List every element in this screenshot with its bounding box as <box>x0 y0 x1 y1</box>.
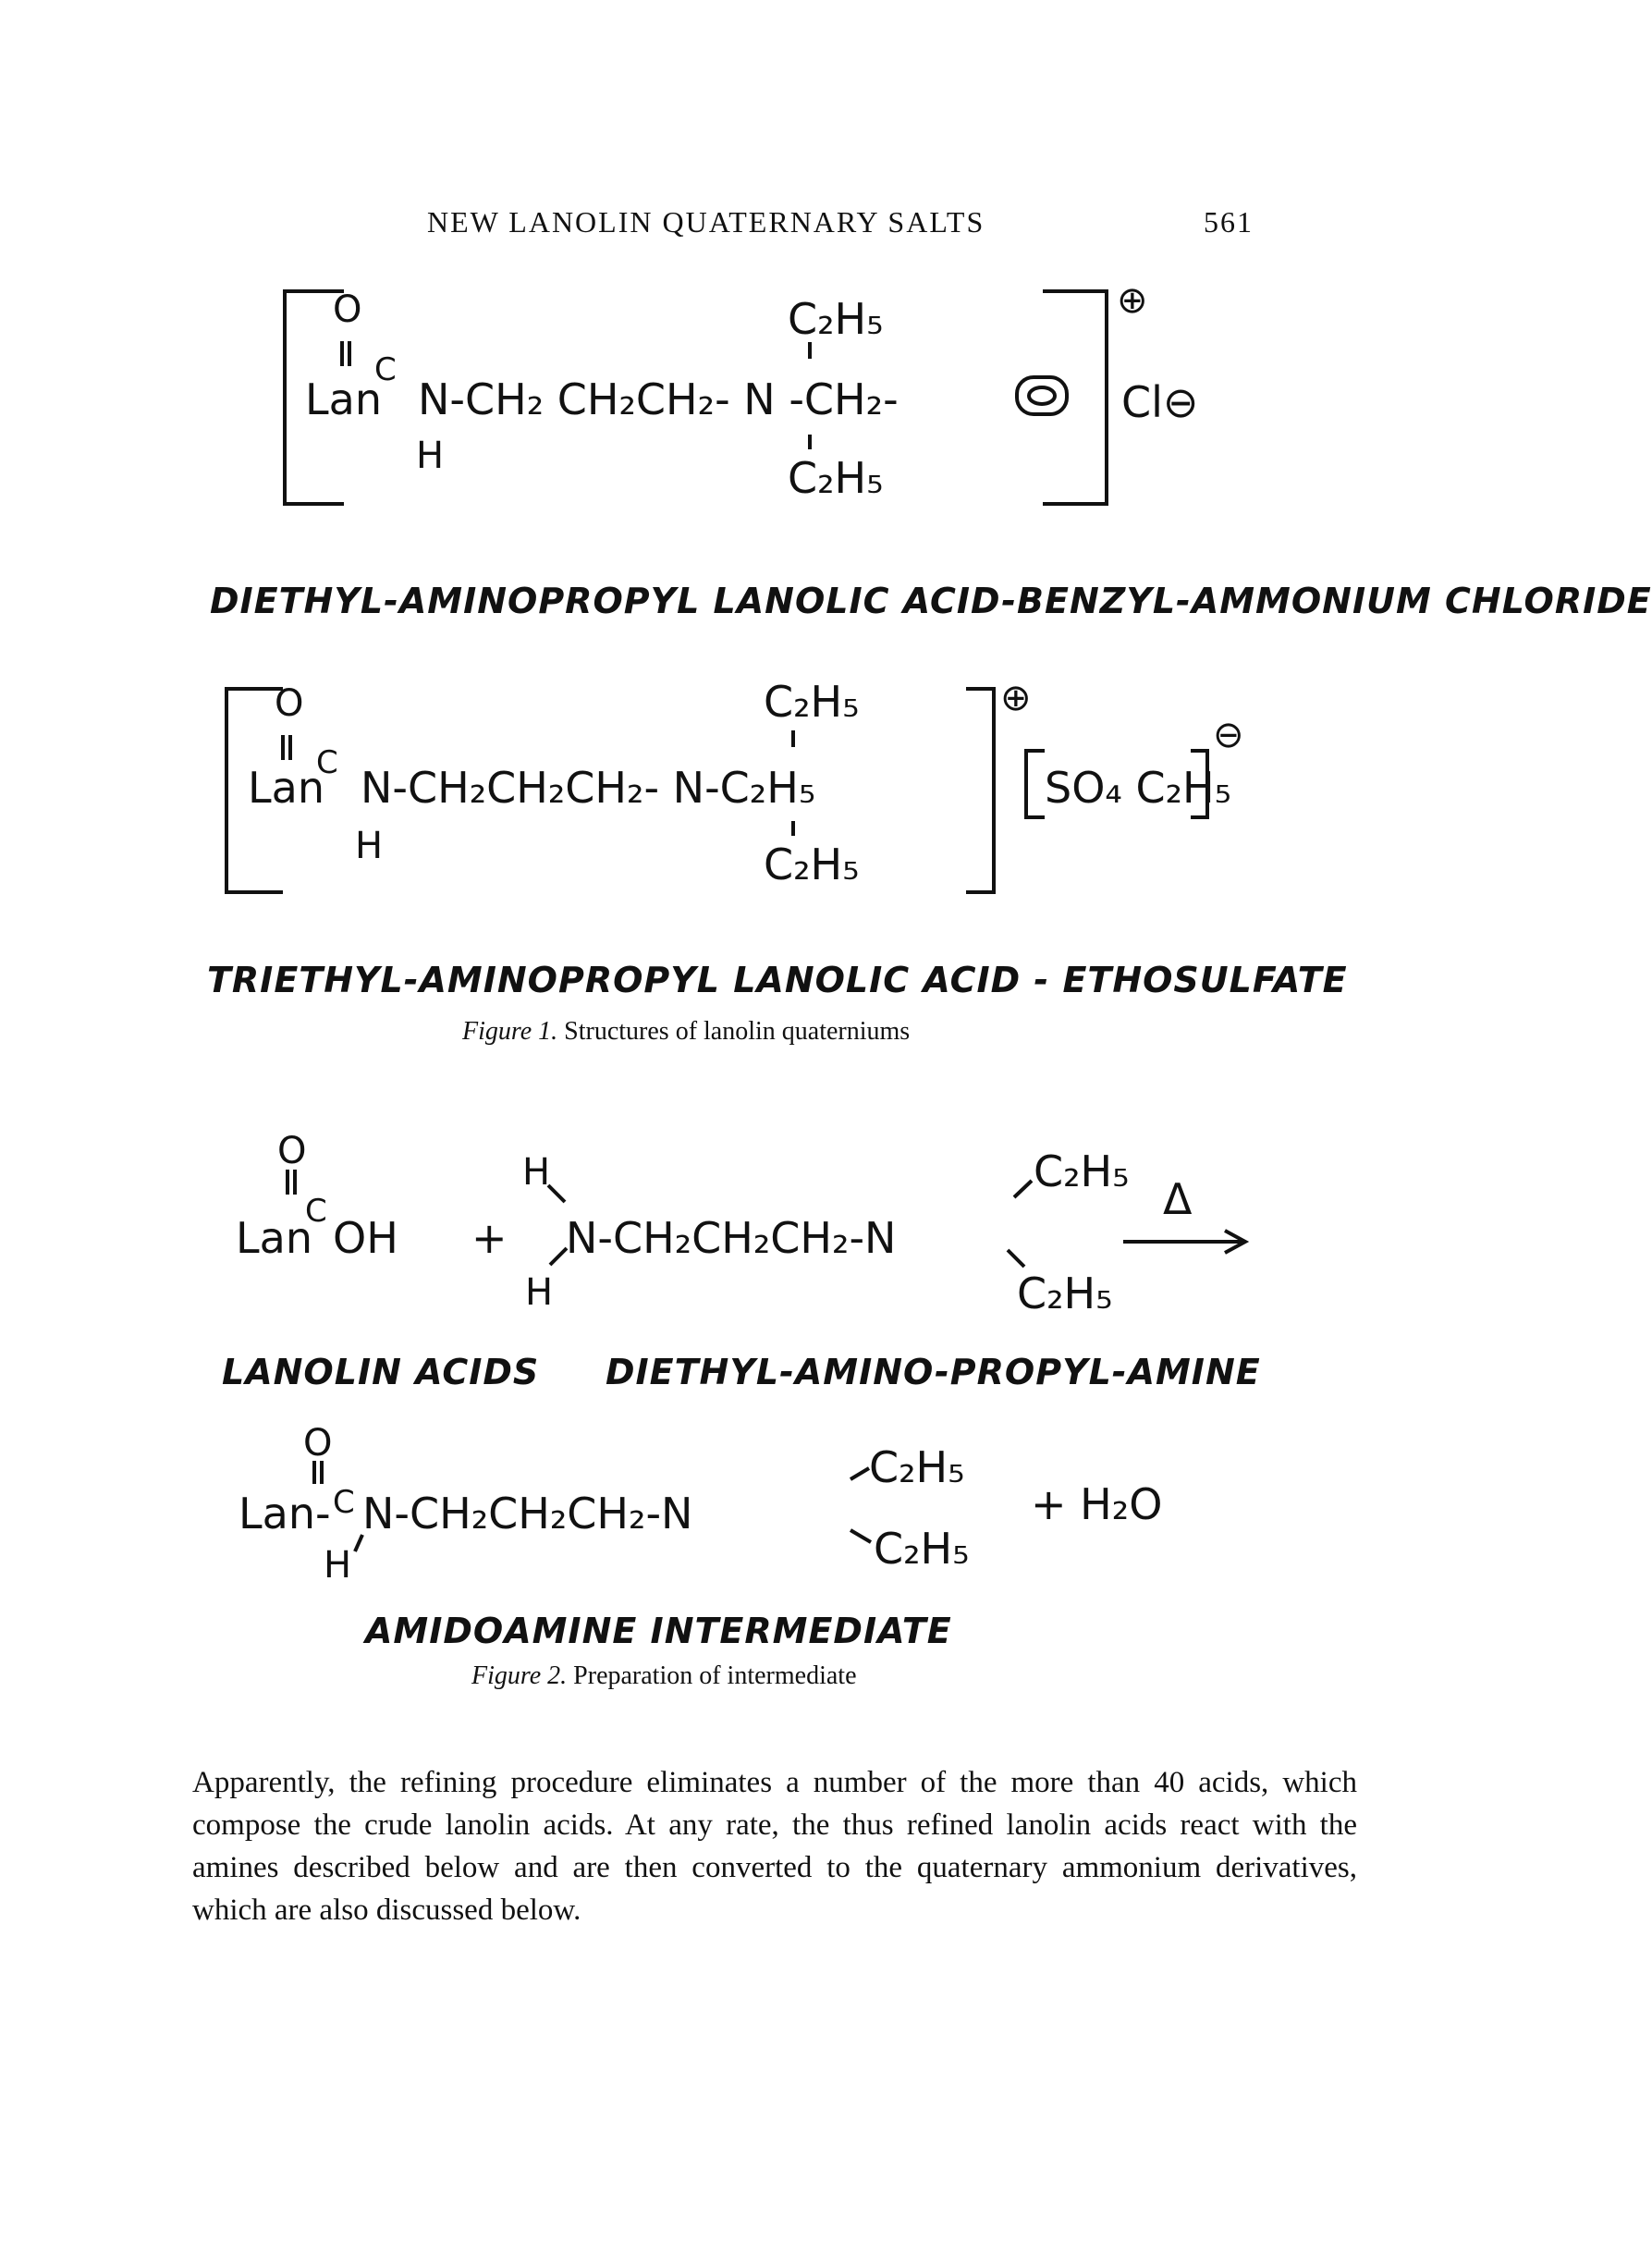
structure2-charge: ⊕ <box>1000 677 1032 719</box>
structure2-counter-charge: ⊖ <box>1213 714 1244 756</box>
reactant1-lan: Lan <box>236 1213 312 1263</box>
figure2-caption <box>471 1661 857 1691</box>
structure1-right-bracket <box>1043 291 1107 504</box>
product-name: AMIDOAMINE INTERMEDIATE <box>365 1611 952 1651</box>
reactant1-carbonyl-c: C <box>305 1193 327 1230</box>
structure2-carbonyl-o: O <box>275 682 304 725</box>
plus-sign: + <box>471 1213 508 1263</box>
reactant2-ethyl-top: C₂H₅ <box>1034 1146 1130 1196</box>
structure1-lan-group: Lan <box>305 374 382 424</box>
structure1-chain: N-CH₂ CH₂CH₂- N -CH₂- <box>418 374 899 424</box>
reactant1-carbonyl-o: O <box>277 1130 307 1172</box>
reactant2-h-top: H <box>522 1151 551 1194</box>
structure2-chain: N-CH₂CH₂CH₂- N-C₂H₅ <box>361 763 816 813</box>
body-paragraph: Apparently, the refining procedure eliminates a number of the more than 40 acids, which compose the crude lanolin acids. At any rate, the thus refined lanolin acids react with the amines described below and are then converted to the quaternary ammonium derivatives, which are also discussed below. <box>192 1766 1357 1927</box>
structure1-name: DIETHYL-AMINOPROPYL LANOLIC ACID-BENZYL-AMMONIUM CHLORIDE <box>210 581 1652 621</box>
structure2-lan-group: Lan <box>248 763 324 813</box>
structure2-carbonyl-c: C <box>316 744 338 781</box>
figure1-caption-label: Figure 1. <box>462 1017 558 1046</box>
product-chain: N-CH₂CH₂CH₂-N <box>362 1489 693 1538</box>
product-carbonyl-c: C <box>333 1484 355 1521</box>
page-number: 561 <box>1204 205 1254 239</box>
product-carbonyl-o: O <box>303 1422 333 1465</box>
reactant2-name: DIETHYL-AMINO-PROPYL-AMINE <box>606 1352 1261 1392</box>
structure2-ethyl-top: C₂H₅ <box>764 677 860 727</box>
structure1-charge: ⊕ <box>1117 279 1148 322</box>
benzene-ring-icon <box>1017 377 1067 414</box>
structure2-right-bracket <box>966 689 994 892</box>
reactant2-chain: N-CH₂CH₂CH₂-N <box>566 1213 897 1263</box>
figure2-caption-label: Figure 2. <box>471 1661 568 1690</box>
counter-ion-left-bracket <box>1026 751 1045 817</box>
reactant2-ethyl-bottom: C₂H₅ <box>1017 1269 1113 1318</box>
structure2-ethyl-bottom: C₂H₅ <box>764 840 860 889</box>
structure1-ethyl-bottom: C₂H₅ <box>788 453 884 503</box>
figure2-caption-text: Preparation of intermediate <box>573 1661 857 1690</box>
structure1-carbonyl-o: O <box>333 288 362 331</box>
structure1-carbonyl-c: C <box>374 351 397 388</box>
figure1-caption <box>462 1017 910 1047</box>
structure1-counter-ion: Cl⊖ <box>1121 377 1199 427</box>
product-ethyl-bottom: C₂H₅ <box>874 1524 970 1574</box>
reactant1-name: LANOLIN ACIDS <box>222 1352 540 1392</box>
reactant2-h-bottom: H <box>525 1271 554 1314</box>
product-plus-water: + H₂O <box>1031 1479 1163 1529</box>
heat-symbol: Δ <box>1163 1174 1193 1224</box>
reactant1-oh: OH <box>333 1213 398 1263</box>
product-lan: Lan- <box>239 1489 331 1538</box>
product-ethyl-top: C₂H₅ <box>869 1442 965 1492</box>
structure1-ethyl-top: C₂H₅ <box>788 294 884 344</box>
structure2-counter-ion: SO₄ C₂H₅ <box>1045 763 1232 813</box>
product-amide-h: H <box>324 1544 352 1587</box>
structure2-name: TRIETHYL-AMINOPROPYL LANOLIC ACID - ETHOSULFATE <box>207 960 1348 1000</box>
running-header-title: NEW LANOLIN QUATERNARY SALTS <box>427 205 985 239</box>
structure2-amide-h: H <box>355 825 384 867</box>
figure1-caption-text: Structures of lanolin quaterniums <box>564 1017 911 1046</box>
structure1-amide-h: H <box>416 435 445 477</box>
